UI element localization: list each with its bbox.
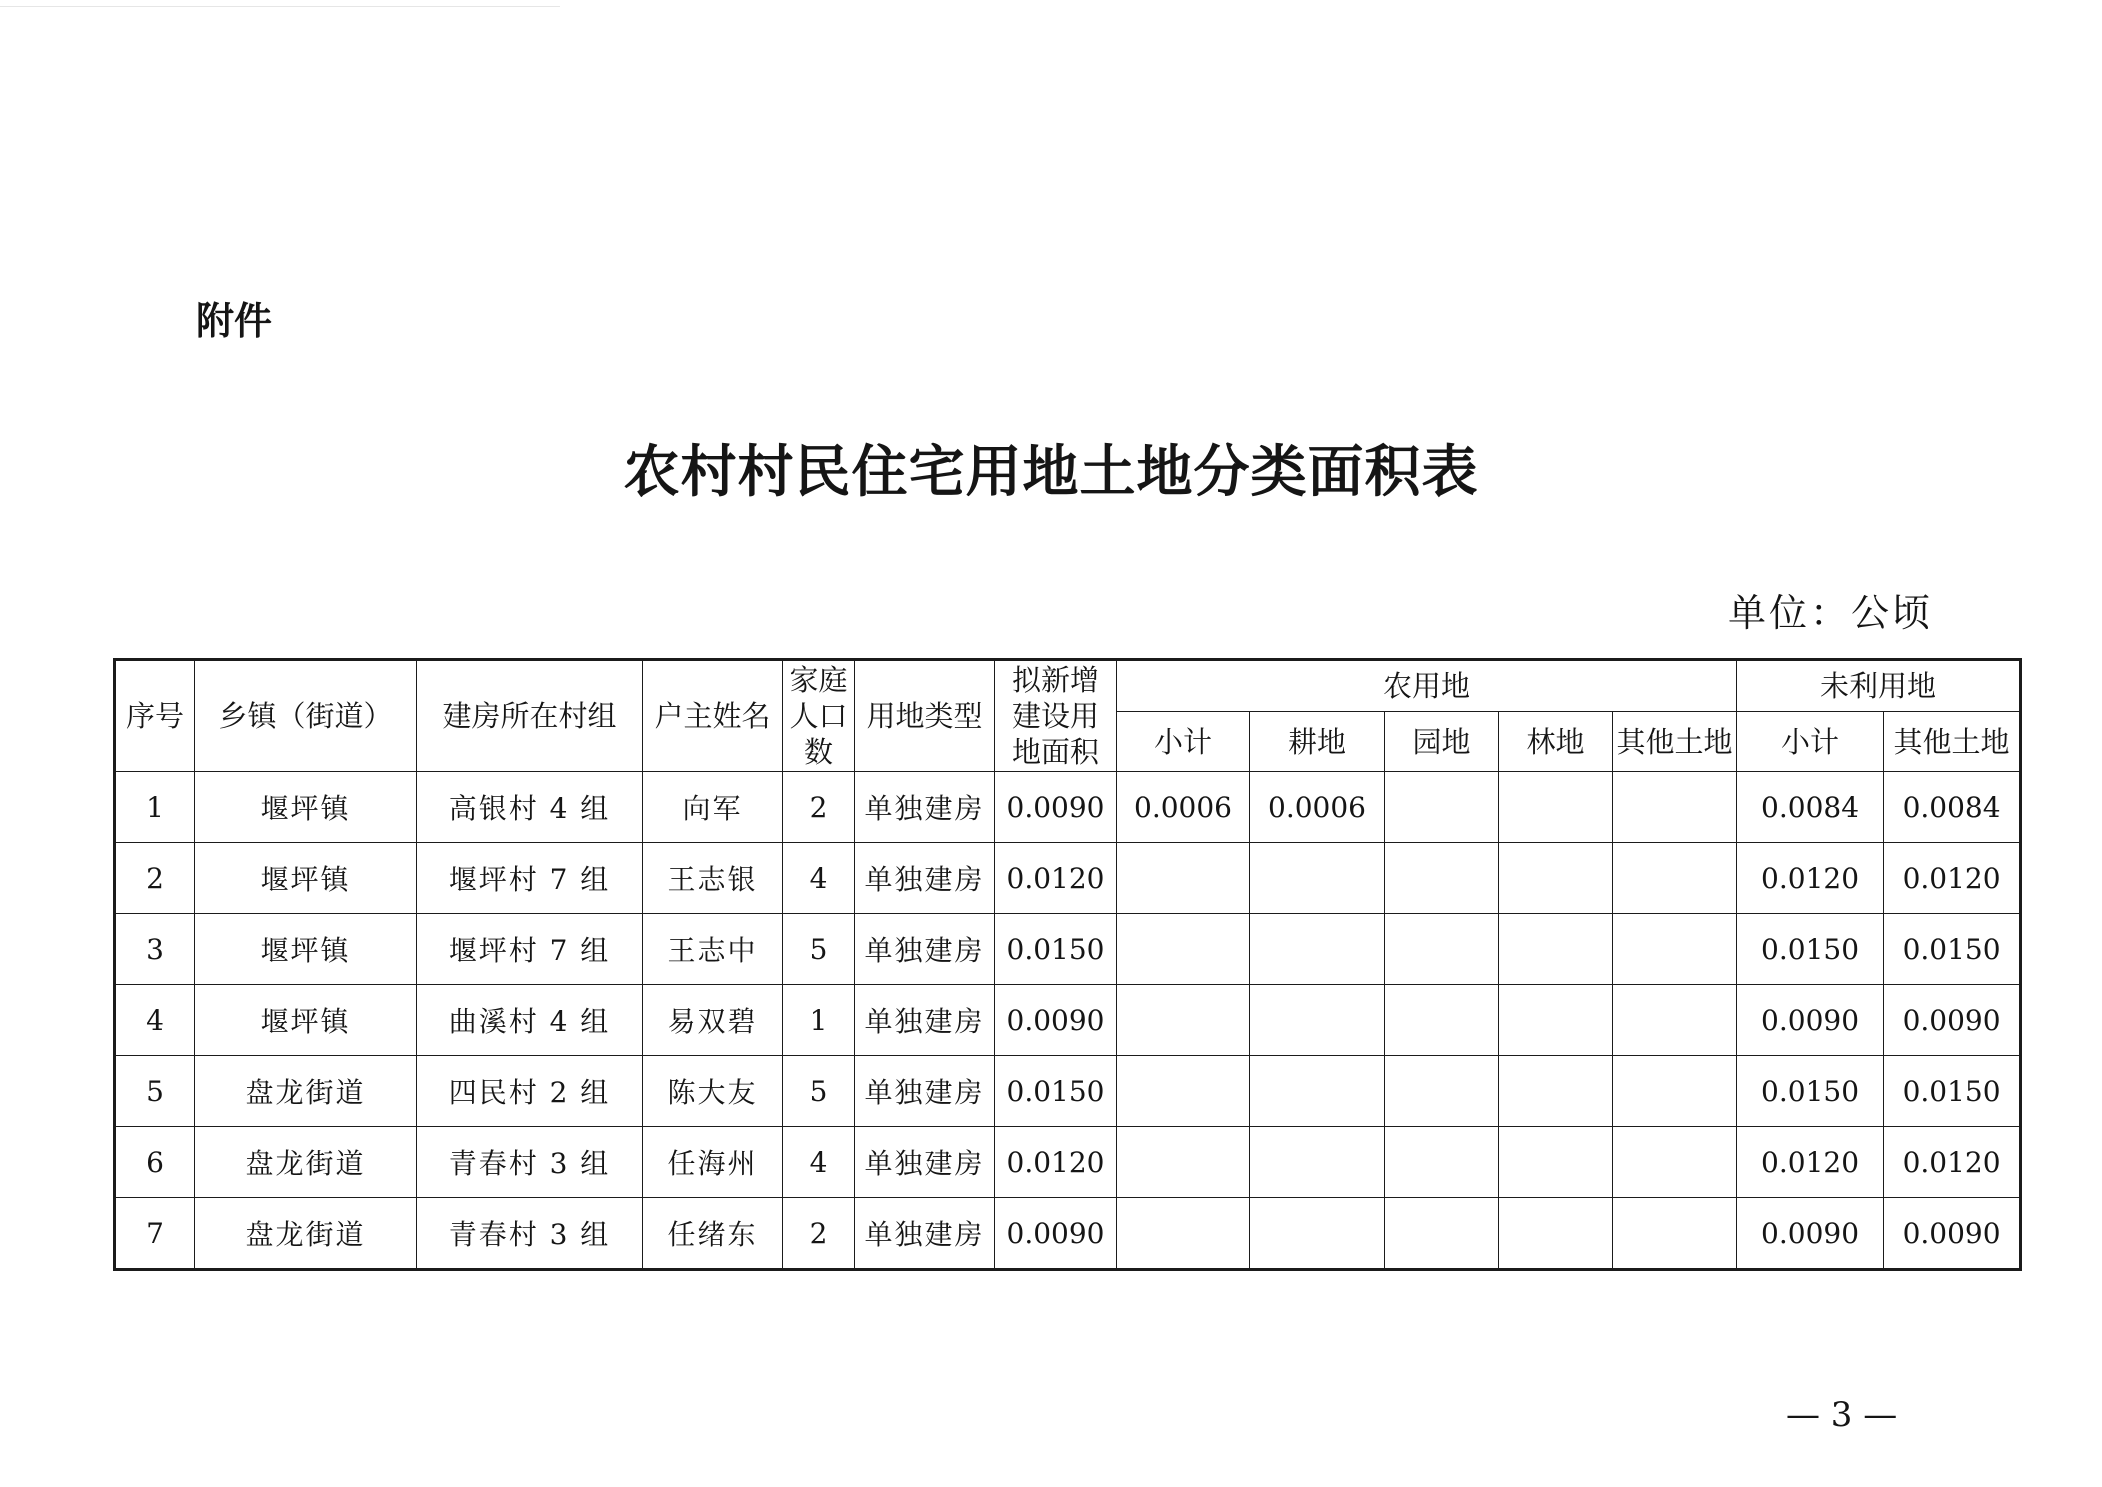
- header-family-line-1: 家庭: [789, 663, 848, 697]
- cell-new-area: 0.0120: [995, 1127, 1117, 1198]
- cell-owner: 任海州: [643, 1127, 783, 1198]
- cell-owner: 王志银: [643, 843, 783, 914]
- cell-family-size: 2: [783, 772, 855, 843]
- cell-garden: [1385, 914, 1499, 985]
- cell-family-size: 1: [783, 985, 855, 1056]
- cell-agri-subtotal: [1117, 1127, 1250, 1198]
- cell-land-type: 单独建房: [855, 1056, 995, 1127]
- cell-farmland: [1250, 914, 1385, 985]
- cell-new-area: 0.0090: [995, 772, 1117, 843]
- attachment-label: 附件: [196, 299, 273, 343]
- cell-forest: [1499, 843, 1613, 914]
- header-agricultural-land: 农用地: [1117, 660, 1737, 712]
- cell-owner: 向军: [643, 772, 783, 843]
- cell-agri-subtotal: [1117, 914, 1250, 985]
- cell-agri-subtotal: 0.0006: [1117, 772, 1250, 843]
- table-row: [115, 843, 2021, 914]
- cell-agri-other: [1613, 772, 1737, 843]
- cell-garden: [1385, 1056, 1499, 1127]
- cell-unused-other: 0.0084: [1884, 772, 2021, 843]
- cell-seq: 2: [115, 843, 195, 914]
- cell-unused-subtotal: 0.0084: [1737, 772, 1884, 843]
- cell-farmland: [1250, 1127, 1385, 1198]
- cell-town: 堰坪镇: [195, 772, 417, 843]
- cell-unused-other: 0.0090: [1884, 985, 2021, 1056]
- cell-garden: [1385, 772, 1499, 843]
- cell-agri-subtotal: [1117, 1056, 1250, 1127]
- cell-land-type: 单独建房: [855, 1127, 995, 1198]
- header-new-area: [995, 660, 1117, 772]
- cell-new-area: 0.0150: [995, 914, 1117, 985]
- cell-land-type: 单独建房: [855, 843, 995, 914]
- cell-seq: 5: [115, 1056, 195, 1127]
- cell-seq: 1: [115, 772, 195, 843]
- cell-family-size: 4: [783, 1127, 855, 1198]
- table-row: [115, 1127, 2021, 1198]
- header-agri-other: 其他土地: [1613, 712, 1737, 772]
- cell-unused-other: 0.0150: [1884, 1056, 2021, 1127]
- cell-forest: [1499, 1127, 1613, 1198]
- cell-agri-other: [1613, 985, 1737, 1056]
- cell-land-type: 单独建房: [855, 914, 995, 985]
- cell-land-type: 单独建房: [855, 1198, 995, 1270]
- cell-forest: [1499, 772, 1613, 843]
- header-new-area-line-3: 地面积: [1011, 735, 1099, 769]
- cell-village: 四民村 2 组: [417, 1056, 643, 1127]
- cell-village: 堰坪村 7 组: [417, 914, 643, 985]
- cell-unused-subtotal: 0.0150: [1737, 1056, 1884, 1127]
- cell-land-type: 单独建房: [855, 772, 995, 843]
- cell-agri-subtotal: [1117, 843, 1250, 914]
- cell-forest: [1499, 1056, 1613, 1127]
- cell-agri-other: [1613, 914, 1737, 985]
- cell-unused-subtotal: 0.0090: [1737, 985, 1884, 1056]
- cell-farmland: [1250, 1198, 1385, 1270]
- header-agri-subtotal: 小计: [1117, 712, 1250, 772]
- cell-owner: 王志中: [643, 914, 783, 985]
- cell-agri-other: [1613, 1056, 1737, 1127]
- cell-agri-other: [1613, 1127, 1737, 1198]
- cell-garden: [1385, 985, 1499, 1056]
- cell-forest: [1499, 914, 1613, 985]
- cell-owner: 陈大友: [643, 1056, 783, 1127]
- cell-agri-other: [1613, 843, 1737, 914]
- cell-family-size: 2: [783, 1198, 855, 1270]
- cell-village: 青春村 3 组: [417, 1127, 643, 1198]
- cell-town: 堰坪镇: [195, 914, 417, 985]
- header-land-type: 用地类型: [855, 660, 995, 772]
- cell-town: 盘龙街道: [195, 1127, 417, 1198]
- header-town: 乡镇（街道）: [195, 660, 417, 772]
- header-garden: 园地: [1385, 712, 1499, 772]
- scan-top-edge-line: [0, 6, 560, 7]
- header-owner: 户主姓名: [643, 660, 783, 772]
- header-unused-land: 未利用地: [1737, 660, 2021, 712]
- header-new-area-line-2: 建设用: [1011, 699, 1099, 733]
- table-row: [115, 1056, 2021, 1127]
- cell-unused-other: 0.0120: [1884, 1127, 2021, 1198]
- header-new-area-line-1: 拟新增: [1011, 663, 1099, 697]
- page-title: 农村村民住宅用地土地分类面积表: [623, 440, 1479, 505]
- unit-label: 单位：公顷: [1728, 591, 1934, 635]
- land-classification-table: [113, 658, 2022, 1271]
- header-village: 建房所在村组: [417, 660, 643, 772]
- cell-unused-other: 0.0150: [1884, 914, 2021, 985]
- cell-farmland: [1250, 843, 1385, 914]
- header-family-line-2: 人口: [789, 699, 848, 733]
- cell-new-area: 0.0120: [995, 843, 1117, 914]
- cell-town: 盘龙街道: [195, 1198, 417, 1270]
- cell-farmland: [1250, 1056, 1385, 1127]
- header-family-line-3: 数: [803, 735, 833, 769]
- cell-new-area: 0.0090: [995, 985, 1117, 1056]
- cell-unused-subtotal: 0.0150: [1737, 914, 1884, 985]
- cell-village: 青春村 3 组: [417, 1198, 643, 1270]
- cell-new-area: 0.0150: [995, 1056, 1117, 1127]
- header-family-size: [783, 660, 855, 772]
- cell-agri-subtotal: [1117, 985, 1250, 1056]
- cell-unused-subtotal: 0.0120: [1737, 843, 1884, 914]
- cell-family-size: 5: [783, 1056, 855, 1127]
- page-number: — 3 —: [1786, 1395, 1898, 1435]
- cell-seq: 4: [115, 985, 195, 1056]
- cell-forest: [1499, 985, 1613, 1056]
- cell-farmland: 0.0006: [1250, 772, 1385, 843]
- cell-village: 曲溪村 4 组: [417, 985, 643, 1056]
- cell-unused-other: 0.0090: [1884, 1198, 2021, 1270]
- cell-forest: [1499, 1198, 1613, 1270]
- header-seq: 序号: [115, 660, 195, 772]
- cell-farmland: [1250, 985, 1385, 1056]
- cell-garden: [1385, 843, 1499, 914]
- cell-owner: 易双碧: [643, 985, 783, 1056]
- cell-unused-subtotal: 0.0090: [1737, 1198, 1884, 1270]
- table-row: [115, 1198, 2021, 1270]
- cell-seq: 3: [115, 914, 195, 985]
- cell-garden: [1385, 1198, 1499, 1270]
- table-row: [115, 772, 2021, 843]
- table-row: [115, 914, 2021, 985]
- cell-village: 高银村 4 组: [417, 772, 643, 843]
- header-farmland: 耕地: [1250, 712, 1385, 772]
- header-forest: 林地: [1499, 712, 1613, 772]
- cell-town: 堰坪镇: [195, 843, 417, 914]
- cell-garden: [1385, 1127, 1499, 1198]
- cell-town: 盘龙街道: [195, 1056, 417, 1127]
- cell-agri-other: [1613, 1198, 1737, 1270]
- cell-unused-other: 0.0120: [1884, 843, 2021, 914]
- cell-seq: 7: [115, 1198, 195, 1270]
- table-row: [115, 985, 2021, 1056]
- cell-owner: 任绪东: [643, 1198, 783, 1270]
- header-unused-other: 其他土地: [1884, 712, 2021, 772]
- cell-land-type: 单独建房: [855, 985, 995, 1056]
- cell-agri-subtotal: [1117, 1198, 1250, 1270]
- cell-family-size: 5: [783, 914, 855, 985]
- cell-unused-subtotal: 0.0120: [1737, 1127, 1884, 1198]
- cell-new-area: 0.0090: [995, 1198, 1117, 1270]
- cell-town: 堰坪镇: [195, 985, 417, 1056]
- cell-village: 堰坪村 7 组: [417, 843, 643, 914]
- cell-family-size: 4: [783, 843, 855, 914]
- header-unused-subtotal: 小计: [1737, 712, 1884, 772]
- cell-seq: 6: [115, 1127, 195, 1198]
